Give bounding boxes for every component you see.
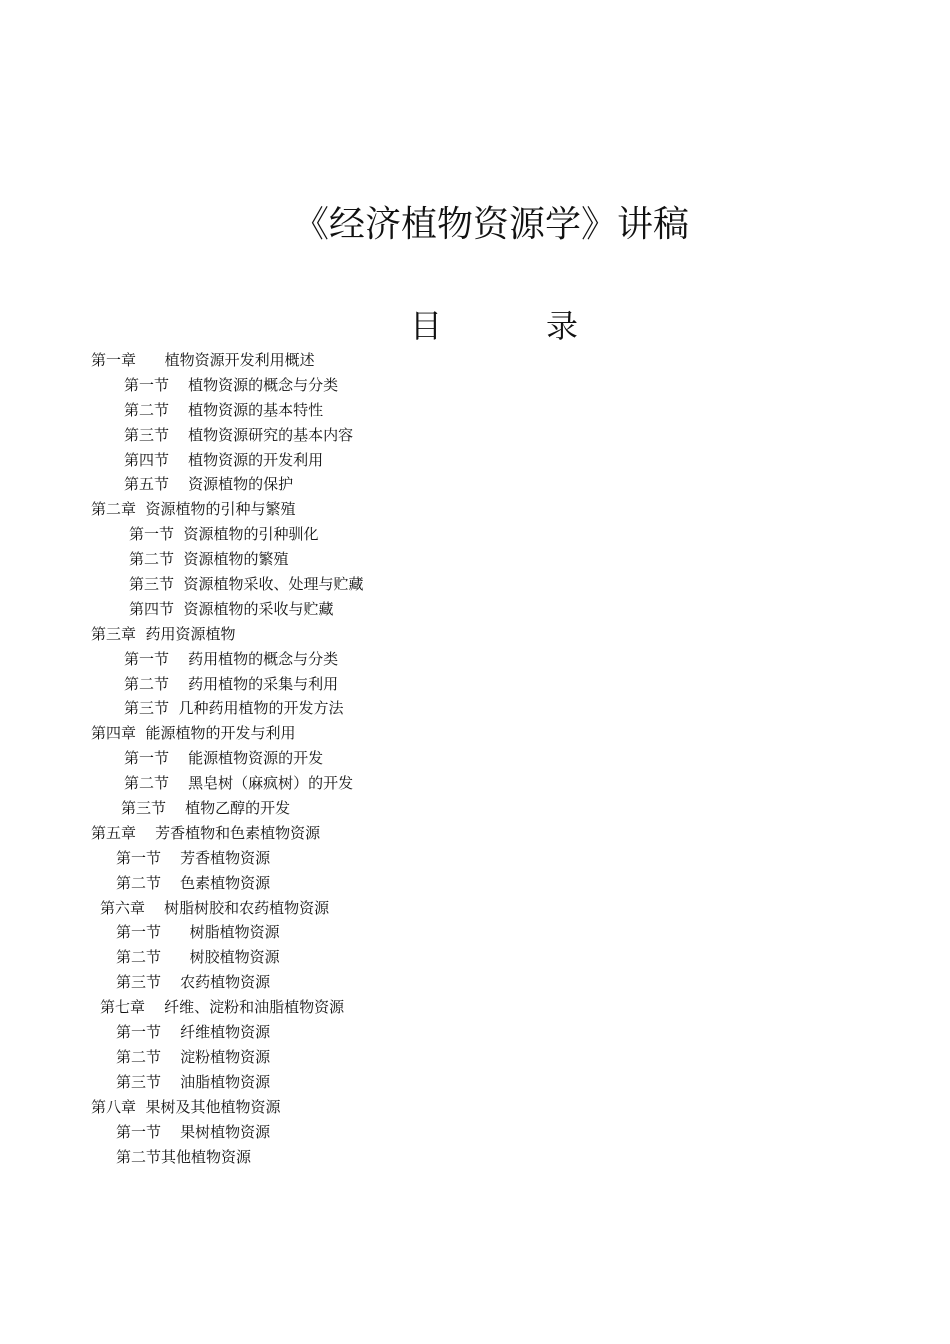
toc-heading xyxy=(410,302,590,350)
toc-section-6-2[interactable]: 第二节 树胶植物资源 xyxy=(116,948,280,967)
toc-section-1-1[interactable]: 第一节 植物资源的概念与分类 xyxy=(124,375,339,394)
toc-section-7-1[interactable]: 第一节 纤维植物资源 xyxy=(116,1023,271,1042)
table-of-contents xyxy=(0,348,950,1169)
toc-section-6-3[interactable]: 第三节 农药植物资源 xyxy=(116,973,271,992)
toc-section-3-3[interactable]: 第三节 几种药用植物的开发方法 xyxy=(124,699,344,718)
toc-chapter-1[interactable]: 第一章 植物资源开发利用概述 xyxy=(91,351,315,369)
toc-section-1-3[interactable]: 第三节 植物资源研究的基本内容 xyxy=(124,425,354,444)
toc-section-5-1[interactable]: 第一节 芳香植物资源 xyxy=(116,848,271,867)
toc-section-8-2[interactable]: 第二节其他植物资源 xyxy=(116,1147,252,1166)
toc-chapter-8[interactable]: 第八章 果树及其他植物资源 xyxy=(91,1097,281,1116)
toc-section-4-2[interactable]: 第二节 黑皂树（麻疯树）的开发 xyxy=(124,774,354,793)
toc-heading-char-1: 目 xyxy=(410,307,443,345)
toc-section-2-4[interactable]: 第四节 资源植物的采收与贮藏 xyxy=(129,599,334,618)
toc-section-2-1[interactable]: 第一节 资源植物的引种驯化 xyxy=(129,525,319,544)
toc-section-1-5[interactable]: 第五节 资源植物的保护 xyxy=(124,475,294,494)
toc-section-3-1[interactable]: 第一节 药用植物的概念与分类 xyxy=(124,649,339,668)
toc-chapter-7[interactable]: 第七章 纤维、淀粉和油脂植物资源 xyxy=(100,998,345,1017)
toc-section-5-2[interactable]: 第二节 色素植物资源 xyxy=(116,873,271,892)
toc-section-3-2[interactable]: 第二节 药用植物的采集与利用 xyxy=(124,674,339,693)
toc-section-6-1[interactable]: 第一节 树脂植物资源 xyxy=(116,923,280,942)
toc-section-4-3[interactable]: 第三节 植物乙醇的开发 xyxy=(121,799,291,818)
toc-section-1-4[interactable]: 第四节 植物资源的开发利用 xyxy=(124,450,324,469)
toc-heading-char-2: 录 xyxy=(546,307,579,345)
toc-section-7-2[interactable]: 第二节 淀粉植物资源 xyxy=(116,1047,271,1066)
toc-chapter-2[interactable]: 第二章 资源植物的引种与繁殖 xyxy=(91,500,296,519)
toc-chapter-4[interactable]: 第四章 能源植物的开发与利用 xyxy=(91,724,296,743)
toc-chapter-3[interactable]: 第三章 药用资源植物 xyxy=(91,624,236,643)
toc-section-2-3[interactable]: 第三节 资源植物采收、处理与贮藏 xyxy=(129,575,364,594)
toc-chapter-6[interactable]: 第六章 树脂树胶和农药植物资源 xyxy=(100,898,330,917)
toc-chapter-5[interactable]: 第五章 芳香植物和色素植物资源 xyxy=(91,823,321,842)
toc-section-1-2[interactable]: 第二节 植物资源的基本特性 xyxy=(124,400,324,419)
toc-section-2-2[interactable]: 第二节 资源植物的繁殖 xyxy=(129,550,289,569)
toc-section-4-1[interactable]: 第一节 能源植物资源的开发 xyxy=(124,749,324,768)
toc-section-7-3[interactable]: 第三节 油脂植物资源 xyxy=(116,1072,271,1091)
document-title: 《经济植物资源学》讲稿 xyxy=(292,204,689,245)
toc-section-8-1[interactable]: 第一节 果树植物资源 xyxy=(116,1122,271,1141)
